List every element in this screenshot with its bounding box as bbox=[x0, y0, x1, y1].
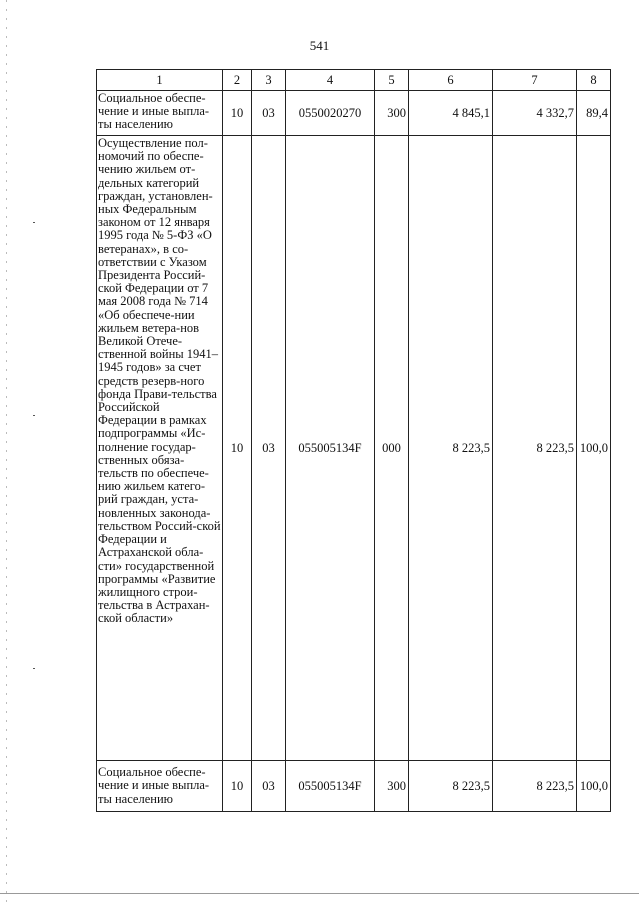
executed-amount: 8 223,5 bbox=[493, 136, 577, 761]
budget-table bbox=[96, 69, 611, 812]
row-name: Социальное обеспе-чение и иные выпла-ты населению bbox=[97, 91, 223, 136]
header-cell-8: 8 bbox=[577, 70, 611, 91]
header-cell-4: 4 bbox=[286, 70, 375, 91]
row-name: Социальное обеспе-чение и иные выпла-ты населению bbox=[97, 761, 223, 812]
header-cell-7: 7 bbox=[493, 70, 577, 91]
margin-mark bbox=[33, 668, 35, 669]
planned-amount: 8 223,5 bbox=[409, 761, 493, 812]
table-row bbox=[97, 91, 611, 136]
planned-amount: 4 845,1 bbox=[409, 91, 493, 136]
target-article-code: 0550020270 bbox=[286, 91, 375, 136]
target-article-code: 055005134F bbox=[286, 761, 375, 812]
expense-type-code: 000 bbox=[375, 136, 409, 761]
subsection-code: 03 bbox=[252, 91, 286, 136]
margin-mark bbox=[33, 415, 35, 416]
executed-amount: 4 332,7 bbox=[493, 91, 577, 136]
header-cell-3: 3 bbox=[252, 70, 286, 91]
margin-mark bbox=[33, 222, 35, 223]
header-row bbox=[97, 70, 611, 91]
row-name: Осуществление пол-номочий по обеспе-чению жильем от-дельных категорий граждан, установлен-ных Федеральным законом от 12 января 1995 года № 5-ФЗ «О ветеранах», в со-ответствии с Указом Президента Россий-ской Федерации от 7 мая 2008 года № 714 «Об обеспече-нии жильем ветера-нов Великой Отече-ственной войны 1941–1945 годов» за счет средств резерв-ного фонда Прави-тельства Российской Федерации в рамках подпрограммы «Ис-полнение государ-ственных обяза-тельств по обеспече-нию жильем катего-рий граждан, уста-новленных законода-тельством Россий-ской Федерации и Астраханской обла-сти» государственной программы «Развитие жилищного строи-тельства в Астрахан-ской области» bbox=[97, 136, 223, 761]
expense-type-code: 300 bbox=[375, 761, 409, 812]
target-article-code: 055005134F bbox=[286, 136, 375, 761]
scan-bottom-edge bbox=[0, 893, 639, 894]
scan-edge-dots bbox=[6, 0, 7, 905]
header-cell-2: 2 bbox=[223, 70, 252, 91]
planned-amount: 8 223,5 bbox=[409, 136, 493, 761]
header-cell-5: 5 bbox=[375, 70, 409, 91]
execution-percent: 89,4 bbox=[577, 91, 611, 136]
header-cell-6: 6 bbox=[409, 70, 493, 91]
subsection-code: 03 bbox=[252, 136, 286, 761]
expense-type-code: 300 bbox=[375, 91, 409, 136]
section-code: 10 bbox=[223, 91, 252, 136]
execution-percent: 100,0 bbox=[577, 136, 611, 761]
header-cell-1: 1 bbox=[97, 70, 223, 91]
section-code: 10 bbox=[223, 761, 252, 812]
section-code: 10 bbox=[223, 136, 252, 761]
execution-percent: 100,0 bbox=[577, 761, 611, 812]
page-number: 541 bbox=[309, 38, 330, 53]
table-row bbox=[97, 761, 611, 812]
table-row bbox=[97, 136, 611, 761]
executed-amount: 8 223,5 bbox=[493, 761, 577, 812]
subsection-code: 03 bbox=[252, 761, 286, 812]
